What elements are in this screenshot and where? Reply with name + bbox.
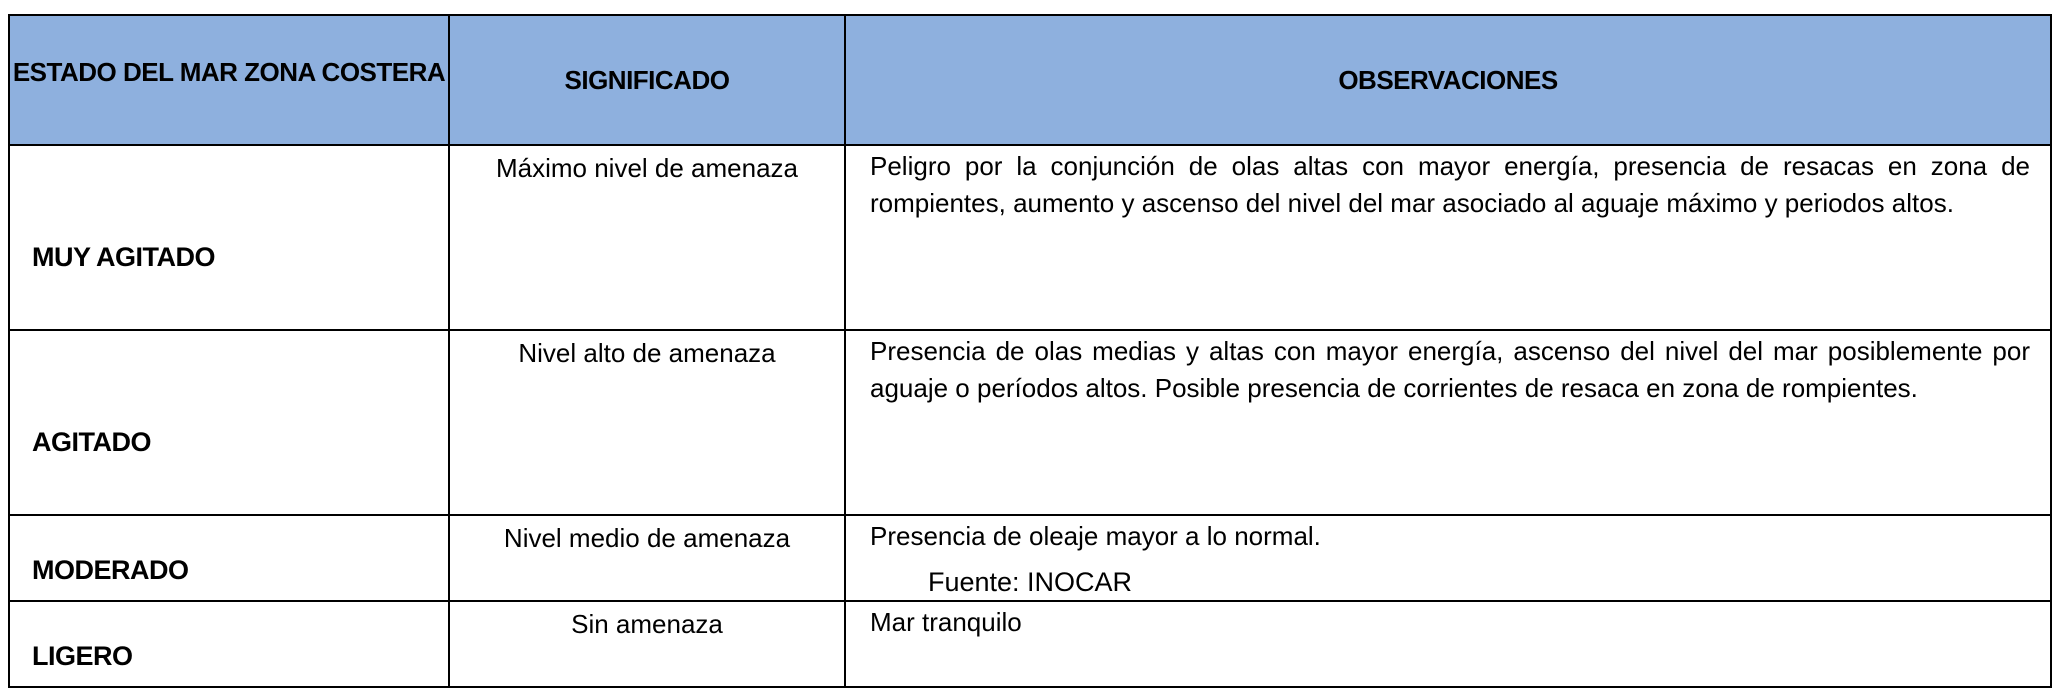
header-observaciones: OBSERVACIONES — [845, 15, 2051, 145]
observaciones-cell: Peligro por la conjunción de olas altas con mayor energía, presencia de resacas en zona de rompientes, aumento y ascenso del nivel del mar asociado al aguaje máximo y periodos altos. — [845, 145, 2051, 330]
header-estado: ESTADO DEL MAR ZONA COSTERA — [9, 15, 449, 145]
table-row — [9, 330, 2051, 515]
table-row — [9, 145, 2051, 330]
source-caption: Fuente: INOCAR — [927, 567, 1133, 597]
estado-cell: LIGERO — [9, 601, 449, 687]
significado-cell: Nivel alto de amenaza — [449, 330, 845, 515]
observaciones-cell: Presencia de oleaje mayor a lo normal. — [845, 515, 2051, 601]
significado-cell: Nivel medio de amenaza — [449, 515, 845, 601]
significado-cell: Máximo nivel de amenaza — [449, 145, 845, 330]
observaciones-cell: Mar tranquilo — [845, 601, 2051, 687]
significado-cell: Sin amenaza — [449, 601, 845, 687]
estado-cell: MODERADO — [9, 515, 449, 601]
estado-cell: MUY AGITADO — [9, 145, 449, 330]
header-significado: SIGNIFICADO — [449, 15, 845, 145]
observaciones-cell: Presencia de olas medias y altas con mayor energía, ascenso del nivel del mar posiblemente por aguaje o períodos altos. Posible presencia de corrientes de resaca en zona de rompientes. — [845, 330, 2051, 515]
header-row — [9, 15, 2051, 145]
estado-cell: AGITADO — [9, 330, 449, 515]
